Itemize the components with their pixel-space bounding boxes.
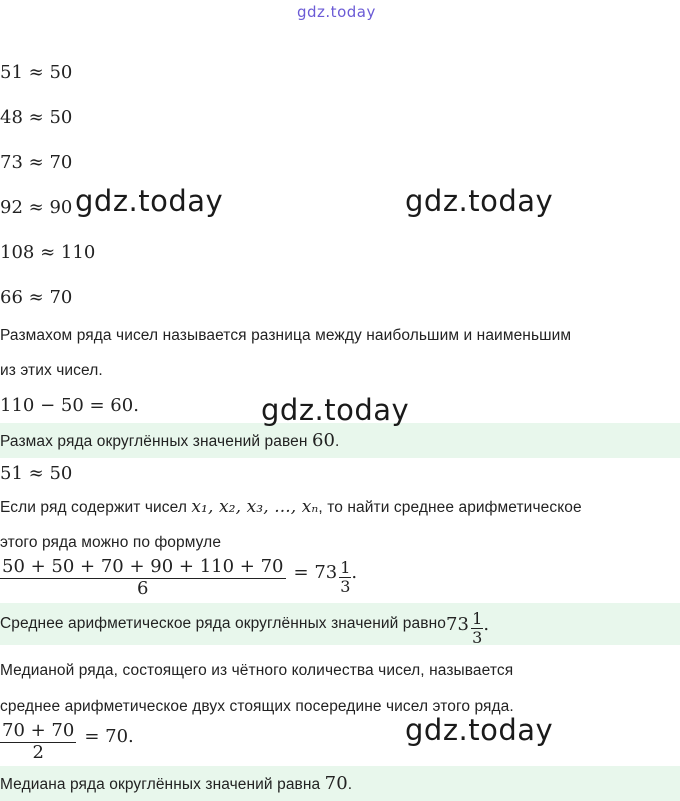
approx-line-5: 108 ≈ 110 [0, 242, 96, 263]
mean-answer: Среднее арифметическое ряда округлённых значений равно 73 $\frac{1}{3}$ . [0, 609, 490, 647]
approx-line-2: 48 ≈ 50 [0, 107, 73, 128]
watermark-3: gdz.today [261, 393, 410, 427]
range-answer: Размах ряда округлённых значений равен 60. [0, 430, 340, 451]
approx-line-6: 66 ≈ 70 [0, 287, 73, 308]
approx-line-1: 51 ≈ 50 [0, 62, 73, 83]
median-answer: Медиана ряда округлённых значений равна 70. [0, 773, 353, 794]
mean-definition-line-2: этого ряда можно по формуле [0, 534, 222, 551]
range-definition-line-2: из этих чисел. [0, 362, 103, 379]
range-definition-line-1: Размахом ряда чисел называется разница между наибольшим и наименьшим [0, 327, 572, 344]
watermark-2: gdz.today [405, 184, 554, 218]
median-calculation: $\frac{70 + 70}{2}$ = 70. [2, 720, 134, 763]
extra-approx-line: 51 ≈ 50 [0, 463, 73, 484]
approx-line-4: 92 ≈ 90 [0, 197, 73, 218]
median-definition-line-2: среднее арифметическое двух стоящих посередине чисел этого ряда. [0, 698, 514, 715]
approx-line-3: 73 ≈ 70 [0, 152, 73, 173]
mean-calculation: $\frac{50 + 50 + 70 + 90 + 110 + 70}{6}$ = 73 $\frac{1}{3}$ . [2, 556, 358, 599]
watermark-4: gdz.today [405, 713, 554, 747]
mean-definition-line-1: Если ряд содержит чисел x₁, x₂, x₃, ..., xₙ, то найти среднее арифметическое [0, 497, 582, 517]
watermark-top: gdz.today [297, 3, 376, 21]
watermark-1: gdz.today [75, 184, 224, 218]
range-calculation: 110 − 50 = 60. [0, 395, 139, 416]
median-definition-line-1: Медианой ряда, состоящего из чётного количества чисел, называется [0, 662, 514, 679]
